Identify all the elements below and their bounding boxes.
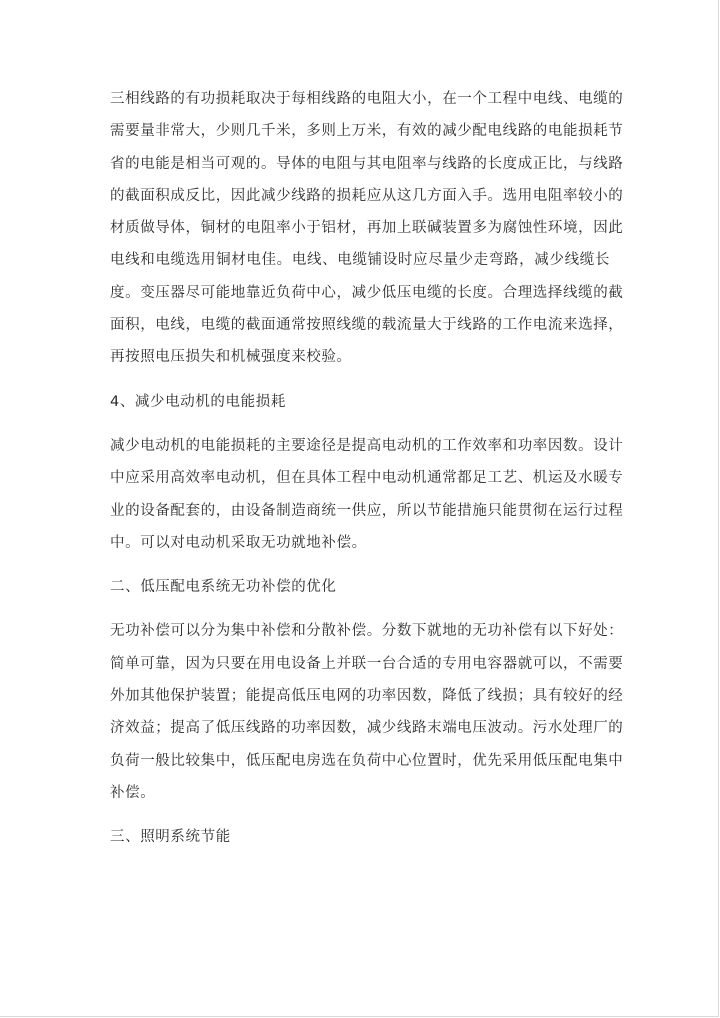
text-line: 材质做导体，铜材的电阻率小于铝材，再加上联碱装置多为腐蚀性环境，因此 [110, 220, 624, 237]
text-line: 外加其他保护装置；能提高低压电网的功率因数，降低了线损；具有较好的经 [110, 688, 624, 705]
text-line: 省的电能是相当可观的。导体的电阻与其电阻率与线路的长度成正比，与线路 [110, 155, 624, 172]
text-line: 减少电动机的电能损耗的主要途径是提高电动机的工作效率和功率因数。设计 [110, 437, 624, 454]
text-line: 度。变压器尽可能地靠近负荷中心，减少低压电缆的长度。合理选择线缆的截 [110, 284, 624, 301]
text-line: 需要量非常大，少则几千米，多则上万米，有效的减少配电线路的电能损耗节 [110, 123, 624, 140]
text-line: 负荷一般比较集中，低压配电房选在负荷中心位置时，优先采用低压配电集中 [110, 752, 624, 769]
text-line: 补偿。 [110, 784, 156, 801]
text-line: 济效益；提高了低压线路的功率因数，减少线路末端电压波动。污水处理厂的 [110, 720, 624, 737]
text-line: 再按照电压损失和机械强度来校验。 [110, 349, 352, 366]
text-line: 简单可靠，因为只要在用电设备上并联一台合适的专用电容器就可以，不需要 [110, 655, 624, 672]
text-line: 无功补偿可以分为集中补偿和分散补偿。分数下就地的无功补偿有以下好处： [110, 623, 624, 640]
text-line: 中。可以对电动机采取无功就地补偿。 [110, 534, 367, 551]
section-heading-lighting: 三、照明系统节能 [110, 829, 231, 846]
text-line: 面积，电线，电缆的截面通常按照线缆的载流量大于线路的工作电流来选择， [110, 317, 624, 334]
document-body [110, 83, 624, 854]
section-heading-reactive-compensation: 二、低压配电系统无功补偿的优化 [110, 579, 337, 596]
section-heading-motor-loss: 4、减少电动机的电能损耗 [110, 393, 286, 410]
text-line: 电线和电缆选用铜材电佳。电线、电缆铺设时应尽量少走弯路，减少线缆长 [110, 252, 610, 269]
paragraph-motor-loss [110, 430, 624, 559]
paragraph-line-loss [110, 83, 624, 374]
paragraph-reactive-compensation [110, 615, 624, 809]
text-line: 三相线路的有功损耗取决于每相线路的电阻大小，在一个工程中电线、电缆的 [110, 91, 624, 107]
text-line: 业的设备配套的，由设备制造商统一供应，所以节能措施只能贯彻在运行过程 [110, 502, 624, 519]
text-line: 中应采用高效率电动机，但在具体工程中电动机通常都足工艺、机运及水暖专 [110, 470, 624, 487]
text-line: 的截面积成反比，因此减少线路的损耗应从这几方面入手。选用电阻率较小的 [110, 187, 624, 204]
